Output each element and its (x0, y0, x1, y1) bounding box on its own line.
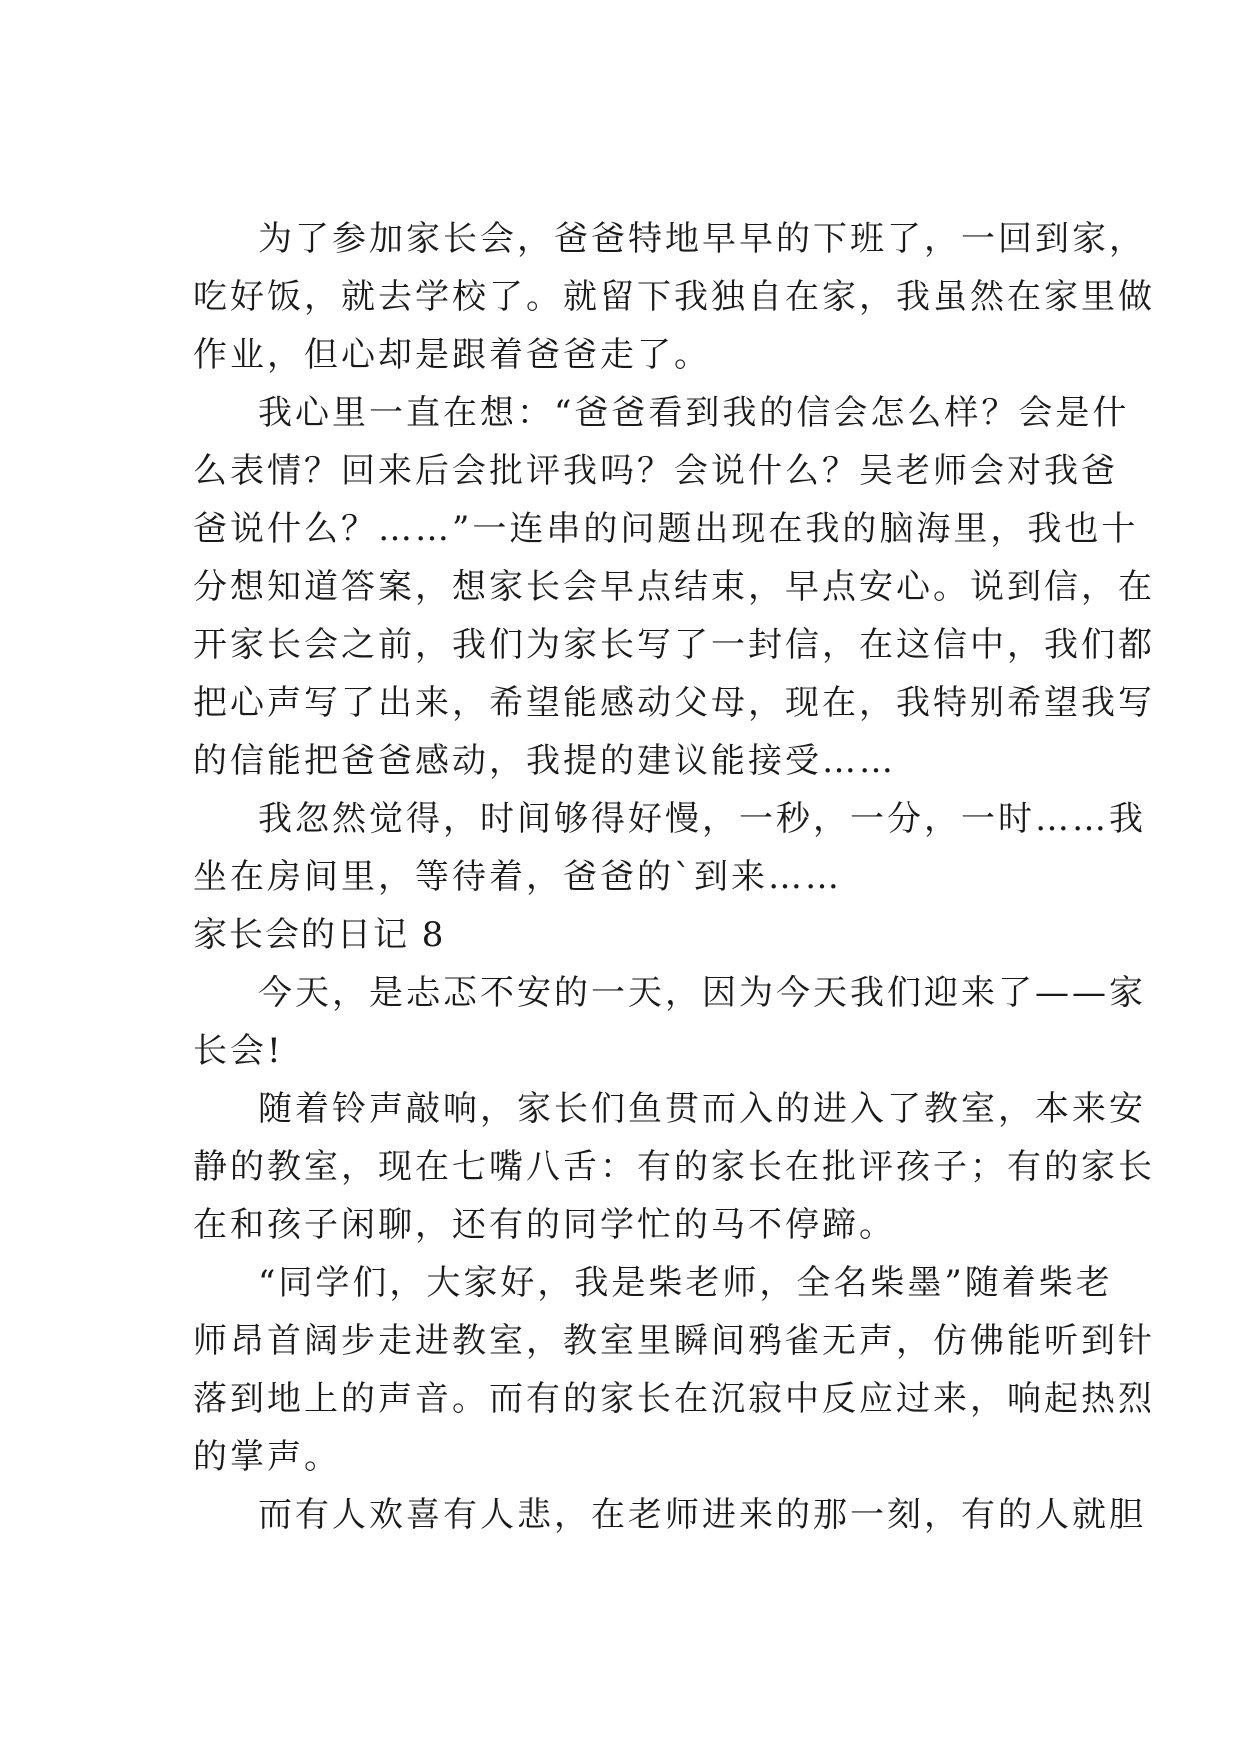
section-heading: 家长会的日记 8 (193, 915, 446, 955)
text-line: 的掌声。 (193, 1437, 341, 1477)
text-line: 开家长会之前，我们为家长写了一封信，在这信中，我们都 (193, 625, 1155, 665)
text-line: 的信能把爸爸感动，我提的建议能接受…… (193, 741, 896, 781)
text-line: 分想知道答案，想家长会早点结束，早点安心。说到信，在 (193, 567, 1155, 607)
text-line: 爸说什么？……”一连串的问题出现在我的脑海里，我也十 (193, 509, 1139, 549)
text-line: 为了参加家长会，爸爸特地早早的下班了，一回到家， (258, 219, 1146, 259)
document-body (193, 210, 1155, 1544)
text-line: 今天，是忐忑不安的一天，因为今天我们迎来了——家 (258, 973, 1146, 1013)
text-line: 坐在房间里，等待着，爸爸的`到来…… (193, 857, 842, 897)
text-line: 落到地上的声音。而有的家长在沉寂中反应过来，响起热烈 (193, 1379, 1155, 1419)
text-line: 随着铃声敲响，家长们鱼贯而入的进入了教室，本来安 (258, 1089, 1146, 1129)
text-line: “同学们，大家好，我是柴老师，全名柴墨”随着柴老 (258, 1263, 1113, 1303)
text-line: 作业，但心却是跟着爸爸走了。 (193, 335, 711, 375)
text-line: 吃好饭，就去学校了。就留下我独自在家，我虽然在家里做 (193, 277, 1155, 317)
text-line: 么表情？回来后会批评我吗？会说什么？吴老师会对我爸 (193, 451, 1118, 491)
text-line: 在和孩子闲聊，还有的同学忙的马不停蹄。 (193, 1205, 896, 1245)
text-line: 我忽然觉得，时间够得好慢，一秒，一分，一时……我 (258, 799, 1146, 839)
text-line: 静的教室，现在七嘴八舌：有的家长在批评孩子；有的家长 (193, 1147, 1155, 1187)
text-line: 我心里一直在想：“爸爸看到我的信会怎么样？会是什 (258, 393, 1130, 433)
text-line: 而有人欢喜有人悲，在老师进来的那一刻，有的人就胆 (258, 1495, 1146, 1535)
text-line: 师昂首阔步走进教室，教室里瞬间鸦雀无声，仿佛能听到针 (193, 1321, 1155, 1361)
text-line: 长会! (193, 1031, 284, 1071)
text-line: 把心声写了出来，希望能感动父母，现在，我特别希望我写 (193, 683, 1155, 723)
